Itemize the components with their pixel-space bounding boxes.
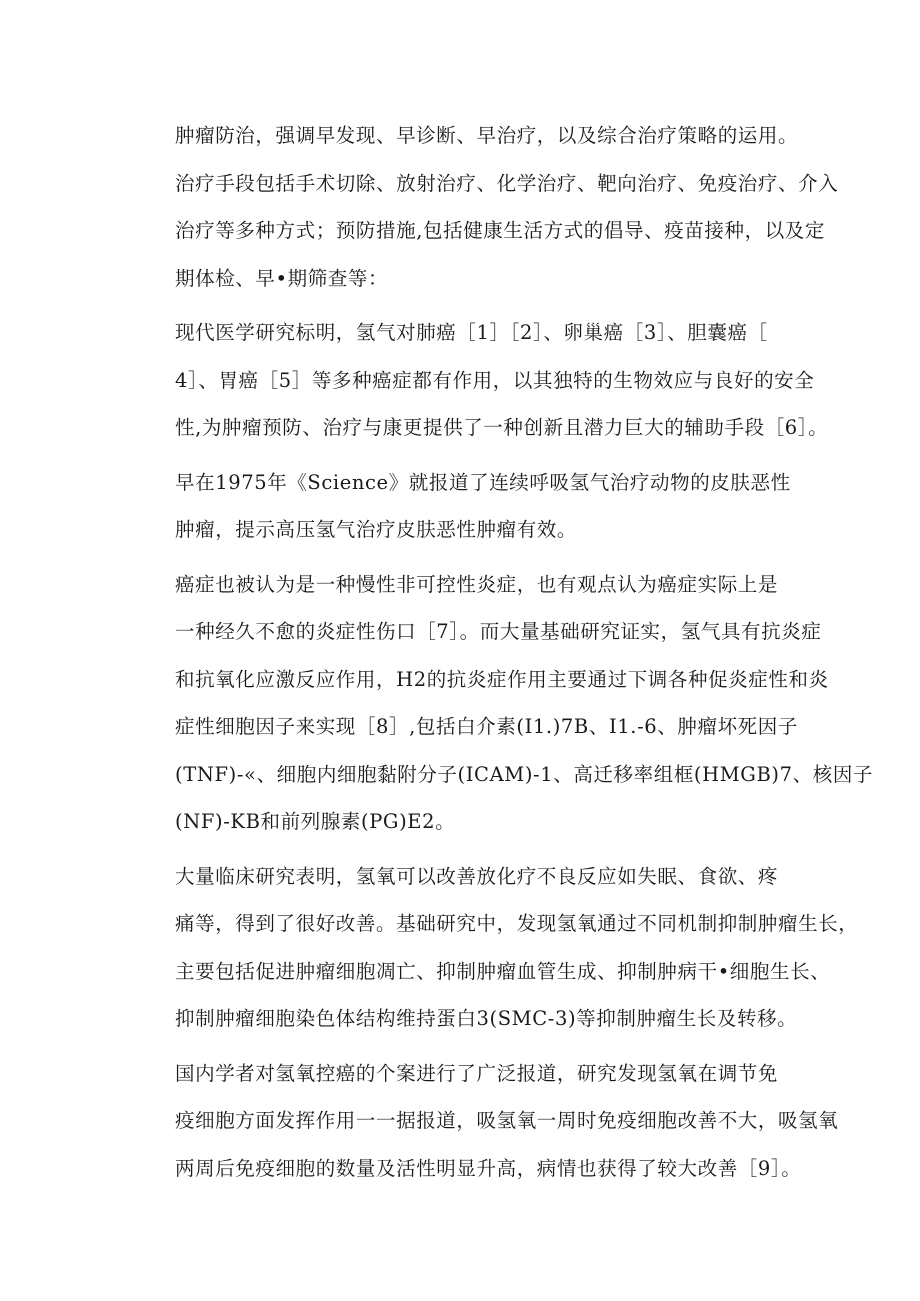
paragraph-tumor-prevention [136,112,839,302]
text-line: 症性细胞因子来实现［8］,包括白介素(I1.)7B、I1.-6、肿瘤坏死因子 [175,715,798,738]
text-line: 早在1975年《Science》就报道了连续呼吸氢气治疗动物的皮肤恶性 [175,470,791,494]
text-line: 现代医学研究标明，氢气对肺癌［1］［2］、卵巢癌［3］、胆囊癌［ [175,321,768,344]
text-line: 国内学者对氢氧控癌的个案进行了广泛报道，研究发现氢氧在调节免 [175,1061,779,1085]
text-line: 肿瘤防治，强调早发现、早诊断、早治疗，以及综合治疗策略的运用。 [175,124,799,147]
paragraph-clinical-research [136,853,859,1043]
document-body [136,112,874,1199]
text-line: (NF)-KB和前列腺素(PG)E2。 [175,810,456,833]
paragraph-inflammation [136,561,874,846]
text-line: 性,为肿瘤预防、治疗与康更提供了一种创新且潜力巨大的辅助手段［6］。 [175,416,829,439]
text-line: 大量临床研究表明，氢氧可以改善放化疗不良反应如失眠、食欲、疼 [175,864,779,888]
text-line: 疫细胞方面发挥作用一一据报道，吸氢氧一周时免疫细胞改善不大，吸氢氧 [175,1109,839,1132]
paragraph-domestic-reports [136,1050,839,1193]
text-line: 主要包括促进肿瘤细胞凋亡、抑制肿瘤血管生成、抑制肿病干•细胞生长、 [175,959,831,983]
text-line: 两周后免疫细胞的数量及活性明显升高，病情也获得了较大改善［9］。 [175,1156,802,1180]
paragraph-science-1975 [136,459,792,554]
text-line: 4］、胃癌［5］等多种癌症都有作用，以其独特的生物效应与良好的安全 [175,368,815,392]
text-line: 期体检、早•期筛查等： [175,266,389,290]
text-line: 肿瘤，提示高压氢气治疗皮肤恶性肿瘤有效。 [175,518,578,541]
paragraph-modern-research [136,309,829,452]
text-line: 抑制肿瘤细胞染色体结构维持蛋白3(SMC-3)等抑制肿瘤生长及转移。 [175,1007,798,1030]
text-line: 一种经久不愈的炎症性伤口［7］。而大量基础研究证实，氢气具有抗炎症 [175,620,822,643]
text-line: 治疗等多种方式；预防措施,包括健康生活方式的倡导、疫苗接种，以及定 [175,219,825,242]
text-line: 痛等，得到了很好改善。基础研究中，发现氢氧通过不同机制抑制肿瘤生长， [175,912,859,935]
text-line: 癌症也被认为是一种慢性非可控性炎症，也有观点认为癌症实际上是 [175,572,779,596]
text-line: (TNF)-«、细胞内细胞黏附分子(ICAM)-1、高迁移率组框(HMGB)7、核因子 [175,762,874,786]
text-line: 和抗氧化应激反应作用，H2的抗炎症作用主要通过下调各种促炎症性和炎 [175,667,829,691]
text-line: 治疗手段包括手术切除、放射治疗、化学治疗、靶向治疗、免疫治疗、介入 [175,171,839,195]
